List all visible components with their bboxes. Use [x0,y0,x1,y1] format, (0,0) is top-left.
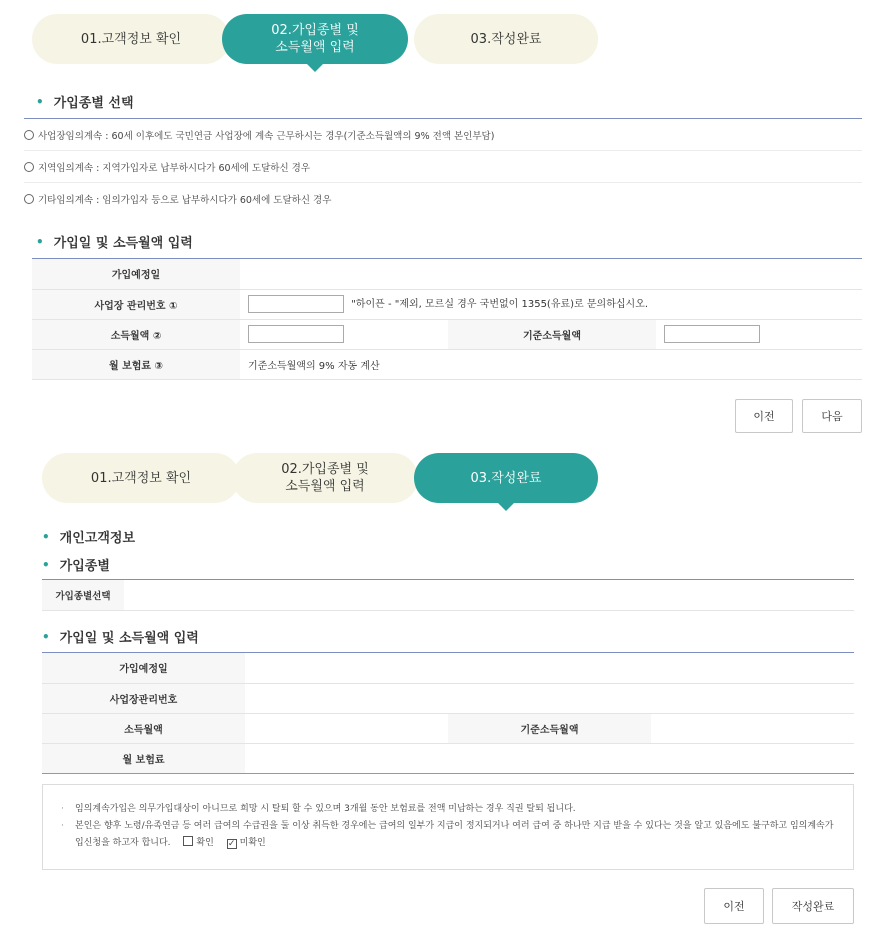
step-1-customer-info: 01.고객정보 확인 [42,453,240,503]
confirm-checkbox[interactable] [183,836,193,846]
join-type-select-value [124,580,854,610]
table-row [32,289,862,319]
join-type-table [42,580,854,611]
workplace-number-value [245,683,854,713]
table-row [42,713,854,743]
join-date-label: 가입예정일 [42,653,245,683]
notice-item: · 임의계속가입은 의무가입대상이 아니므로 희망 시 탈퇴 할 수 있으며 3개월 동안 보험료를 전액 미납하는 경우 직권 탈퇴 됩니다. [61,804,576,814]
notice-box [42,784,854,870]
table-row [42,683,854,713]
bullet-icon: • [36,234,44,249]
bullet-icon: • [36,94,44,109]
notice-item: · 본인은 향후 노령/유족연금 등 여러 급여의 수급권을 둘 이상 취득한 경우에는 급여의 일부가 지급이 정지되거나 여러 급여 중 하나만 지급 받을 수 있다는 것을 알고 있음에도 불구하고 임의계속가입신청을 하고자 합니다. 확인 ✓ 미확인 [61,821,834,849]
join-type-option-regional[interactable]: 지역임의계속 : 지역가입자로 납부하시다가 60세에 도달하신 경우 [24,151,862,183]
workplace-number-label: 사업장관리번호 [42,683,245,713]
table-row [42,653,854,683]
premium-label: 월 보험료 [42,743,245,773]
workplace-number-label: 사업장 관리번호 ① [32,289,240,319]
step-2-join-type-income: 02.가입종별 및 소득월액 입력 [232,453,418,503]
income-summary-table [42,653,854,774]
join-date-value [240,259,862,289]
section-title-join-type: • 가입종별 [42,557,110,574]
step-indicator-bottom [42,453,608,503]
prev-button[interactable]: 이전 [704,888,764,924]
step-3-complete: 03.작성완료 [414,14,598,64]
std-income-label: 기준소득월액 [448,319,656,349]
table-row [32,259,862,289]
step-indicator-top [32,14,598,64]
section-title-personal: • 개인고객정보 [42,529,136,546]
next-button[interactable]: 다음 [802,399,862,433]
section-title-income: • 가입일 및 소득월액 입력 [36,234,193,251]
section-title-join-type: • 가입종별 선택 [36,94,134,111]
income-input-table [32,259,862,380]
bullet-icon: • [42,529,50,544]
join-type-option-other[interactable]: 기타임의계속 : 임의가입자 등으로 납부하시다가 60세에 도달하신 경우 [24,183,862,215]
income-value [245,713,448,743]
join-type-option-workplace[interactable]: 사업장임의계속 : 60세 이후에도 국민연금 사업장에 계속 근무하시는 경우(기준소득월액의 9% 전액 본인부담) [24,119,862,151]
step-2-join-type-income: 02.가입종별 및 소득월액 입력 [222,14,408,64]
radio-button[interactable] [24,194,34,204]
table-row [42,580,854,610]
std-income-input[interactable] [664,325,760,343]
table-row [32,319,862,349]
step-3-complete: 03.작성완료 [414,453,598,503]
std-income-value [651,713,854,743]
prev-button[interactable]: 이전 [735,399,793,433]
section-title-income: • 가입일 및 소득월액 입력 [42,629,199,646]
unconfirm-checkbox[interactable]: ✓ [227,839,236,849]
step-1-customer-info: 01.고객정보 확인 [32,14,230,64]
income-label: 소득월액 ② [32,319,240,349]
std-income-label: 기준소득월액 [448,713,651,743]
bullet-icon: • [42,557,50,572]
workplace-number-note: "하이픈 - "제외, 모르실 경우 국번없이 1355(유료)로 문의하십시오. [351,298,649,310]
premium-value [245,743,854,773]
radio-button[interactable] [24,130,34,140]
income-input[interactable] [248,325,344,343]
join-date-value [245,653,854,683]
workplace-number-input[interactable] [248,295,344,313]
table-row [32,349,862,379]
bullet-icon: • [42,629,50,644]
complete-button[interactable]: 작성완료 [772,888,854,924]
table-row [42,743,854,773]
join-type-select-label: 가입종별선택 [42,580,124,610]
income-label: 소득월액 [42,713,245,743]
join-date-label: 가입예정일 [32,259,240,289]
premium-label: 월 보험료 ③ [32,349,240,379]
premium-value: 기준소득월액의 9% 자동 계산 [240,349,862,379]
radio-button[interactable] [24,162,34,172]
